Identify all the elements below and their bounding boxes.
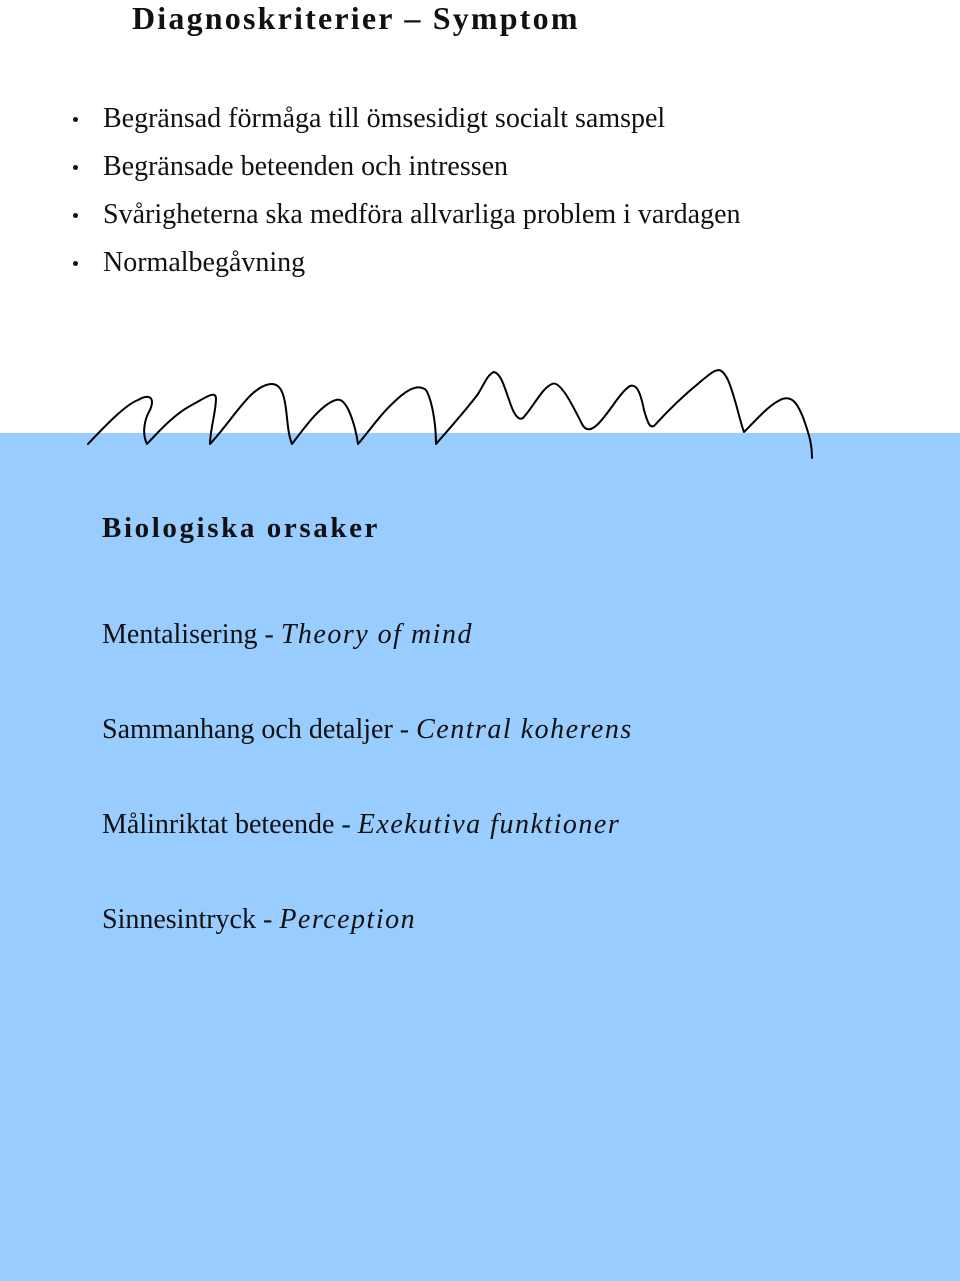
cause-term: Theory of mind <box>280 619 473 650</box>
cause-label: Mentalisering - <box>102 619 281 650</box>
list-item <box>70 145 741 193</box>
list-item <box>70 193 741 241</box>
symptom-text: Normalbegåvning <box>103 247 306 278</box>
wave-outline-icon <box>0 360 960 470</box>
symptom-text: Begränsad förmåga till ömsesidigt socialt samspel <box>103 103 666 134</box>
symptom-list <box>70 97 741 289</box>
water-background <box>0 433 960 1281</box>
page-title: Diagnoskriterier – Symptom <box>132 0 580 36</box>
bullet-icon <box>73 165 78 170</box>
cause-label: Sammanhang och detaljer - <box>102 714 417 745</box>
cause-label: Sinnesintryck - <box>102 904 280 935</box>
cause-term: Perception <box>279 904 417 935</box>
cause-item-coherence <box>102 710 633 750</box>
bullet-icon <box>73 213 78 218</box>
cause-label: Målinriktat beteende - <box>102 809 358 840</box>
symptom-text: Svårigheterna ska medföra allvarliga problem i vardagen <box>103 199 741 230</box>
bullet-icon <box>73 117 78 122</box>
list-item <box>70 241 741 289</box>
bullet-icon <box>73 261 78 266</box>
cause-term: Exekutiva funktioner <box>357 809 621 840</box>
symptom-text: Begränsade beteenden och intressen <box>103 151 509 182</box>
cause-item-executive <box>102 805 620 845</box>
cause-item-mentalization <box>102 615 473 655</box>
cause-item-perception <box>102 900 416 940</box>
list-item <box>70 97 741 145</box>
causes-title: Biologiska orsaker <box>102 512 381 544</box>
cause-term: Central koherens <box>416 714 633 745</box>
